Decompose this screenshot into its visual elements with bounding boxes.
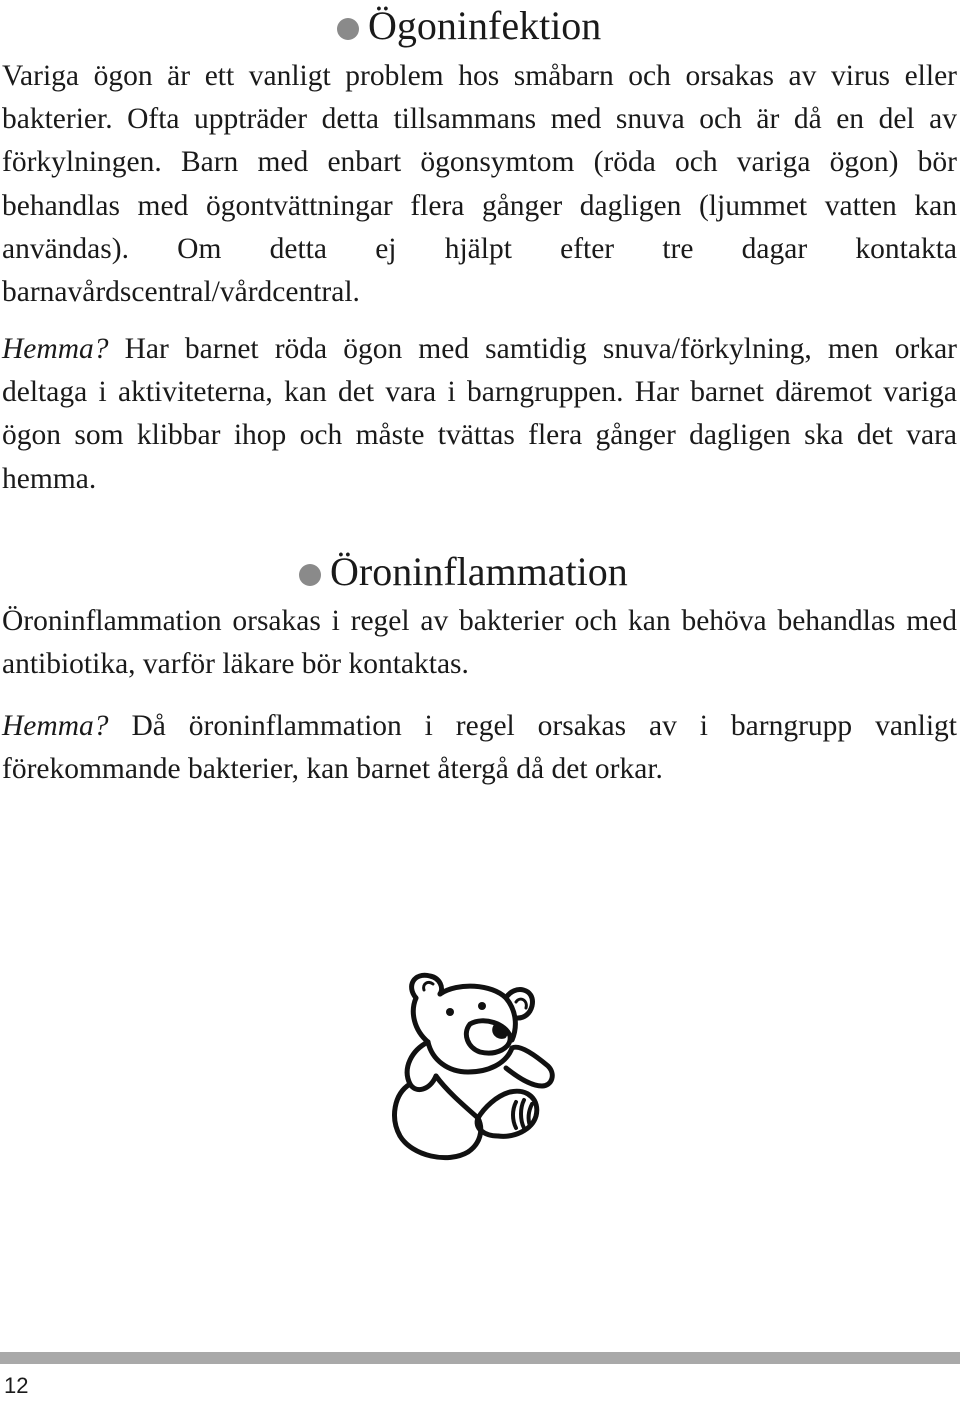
teddy-bear-icon (388, 968, 558, 1168)
section-heading-ogoninfektion (337, 2, 601, 50)
bullet-icon (299, 564, 321, 586)
section-heading-oroninflammation (299, 548, 628, 596)
section-heading-text: Ögoninfektion (368, 3, 602, 48)
paragraph-lead: Hemma? (2, 333, 109, 365)
paragraph-ogoninfektion-hemma (2, 328, 957, 501)
paragraph-body: Då öroninflammation i regel orsakas av i barngrupp vanligt förekommande bakterier, kan barnet återgå då det orkar. (2, 710, 958, 786)
bullet-icon (337, 18, 359, 40)
footer-divider (0, 1352, 960, 1364)
paragraph-ogoninfektion-intro: Variga ögon är ett vanligt problem hos småbarn och orsakas av virus eller bakterier. Ofta uppträder detta tillsammans med snuva och är då en del av förkylningen. Barn med enbart ögonsymtom (röda och variga ögon) bör behandlas med ögontvättningar flera gånger dagligen (ljummet vatten kan användas). Om detta ej hjälpt efter tre dagar kontakta barnavårdscentral/vårdcentral. (2, 60, 957, 309)
paragraph-lead: Hemma? (2, 710, 109, 742)
paragraph-oroninflammation-intro: Öroninflammation orsakas i regel av bakterier och kan behöva behandlas med antibiotika, varför läkare bör kontaktas. (2, 605, 957, 681)
paragraph-body: Har barnet röda ögon med samtidig snuva/förkylning, men orkar deltaga i aktiviteterna, kan det vara i barngruppen. Har barnet däremot variga ögon som klibbar ihop och måste tvättas flera gånger dagligen ska det vara hemma. (2, 333, 957, 495)
page-number: 12 (4, 1373, 29, 1398)
section-heading-text: Öroninflammation (330, 549, 628, 594)
paragraph-oroninflammation-hemma (2, 705, 957, 791)
